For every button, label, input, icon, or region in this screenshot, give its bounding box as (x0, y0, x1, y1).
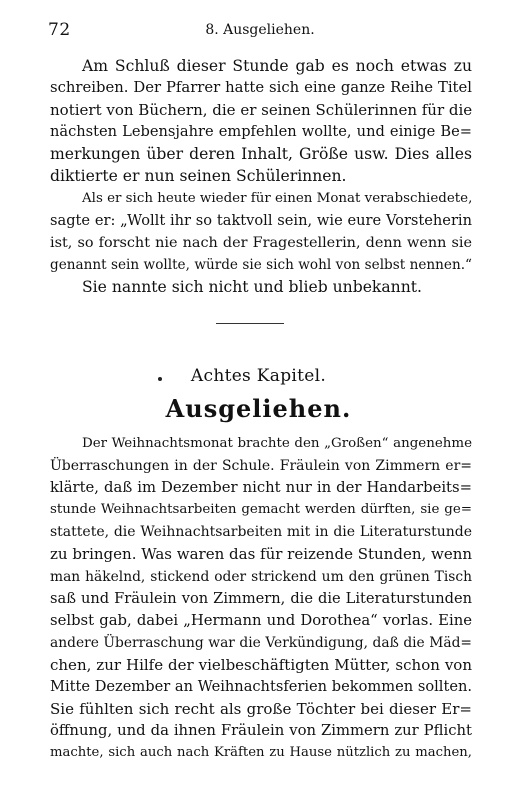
text-line: Am Schluß dieser Stunde gab es noch etwas zu (82, 57, 472, 75)
text-line: diktierte er nun seinen Schülerinnen. (50, 167, 347, 186)
text-line: Sie fühlten sich recht als große Töchter bei dieser Er= (50, 700, 472, 719)
text-line: stunde Weihnachtsarbeiten gemacht werden dürften, sie ge= (50, 502, 472, 518)
text-line: notiert von Büchern, die er seinen Schülerinnen für die (50, 101, 472, 120)
text-line: nächsten Lebensjahre empfehlen wollte, und einige Be= (50, 123, 472, 141)
text-line: zu bringen. Was waren das für reizende Stunden, wenn (50, 545, 472, 564)
text-line: saß und Fräulein von Zimmern, die die Literaturstunden (50, 589, 472, 607)
text-line: Mitte Dezember an Weihnachtsferien bekommen sollten. (50, 678, 472, 696)
chapter-number: Achtes Kapitel. (190, 366, 327, 386)
text-line: Sie nannte sich nicht und blieb unbekannt. (82, 277, 422, 296)
text-line: merkungen über deren Inhalt, Größe usw. Dies alles (50, 145, 472, 164)
text-line: Überraschungen in der Schule. Fräulein von Zimmern er= (50, 458, 472, 475)
text-line: andere Überraschung war die Verkündigung, daß die Mäd= (50, 634, 472, 651)
text-line: Als er sich heute wieder für einen Monat verabschiedete, (82, 190, 472, 206)
closing-paragraphs (50, 55, 472, 298)
page-number: 72 (48, 20, 71, 40)
text-line: chen, zur Hilfe der vielbeschäftigten Mütter, schon von (50, 655, 472, 674)
chapter-paragraph (50, 433, 472, 764)
running-head (48, 20, 472, 42)
chapter-title: Ausgeliehen. (165, 394, 352, 423)
text-line: sagte er: „Wollt ihr so taktvoll sein, wie eure Vorsteherin (50, 211, 472, 229)
text-line: klärte, daß im Dezember nicht nur in der Handarbeits= (50, 479, 472, 497)
running-title: 8. Ausgeliehen. (205, 22, 315, 38)
text-line: stattete, die Weihnachtsarbeiten mit in die Literaturstunde (50, 524, 472, 541)
section-divider (216, 323, 284, 324)
text-line: genannt sein wollte, würde sie sich wohl von selbst nennen.“ (50, 256, 472, 273)
text-line: öffnung, und da ihnen Fräulein von Zimmern zur Pflicht (50, 722, 472, 740)
text-line: man häkelnd, stickend oder strickend um den grünen Tisch (50, 568, 472, 585)
text-line: selbst gab, dabei „Hermann und Dorothea“ vorlas. Eine (50, 611, 472, 629)
text-line: schreiben. Der Pfarrer hatte sich eine ganze Reihe Titel (50, 79, 472, 97)
text-line: machte, sich auch nach Kräften zu Hause nützlich zu machen, (50, 745, 472, 761)
text-line: Der Weihnachtsmonat brachte den „Großen“ angenehme (82, 436, 472, 451)
text-line: ist, so forscht nie nach der Fragestellerin, denn wenn sie (50, 234, 472, 251)
